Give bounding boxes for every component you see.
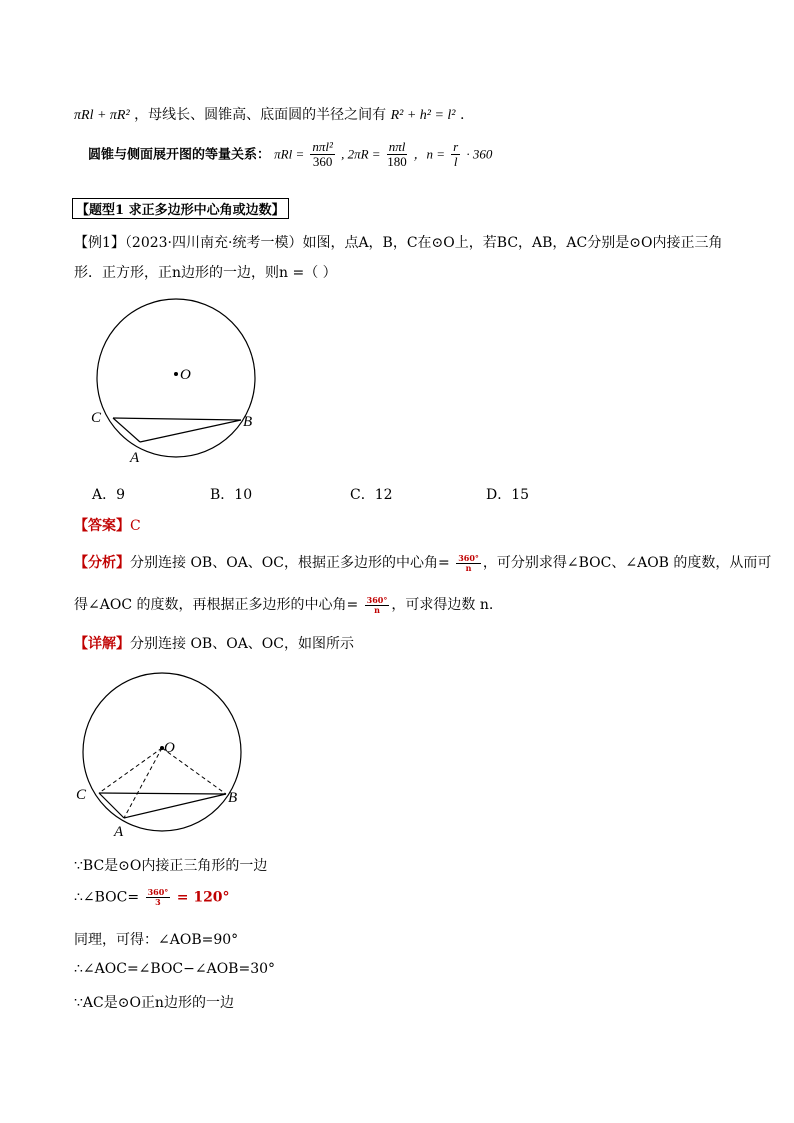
step-2-a: ∴∠BOC= bbox=[74, 889, 140, 906]
detail-text: 分别连接 OB、OA、OC，如图所示 bbox=[130, 636, 354, 652]
step-1: ∵BC是⊙O内接正三角形的一边 bbox=[74, 858, 268, 874]
eq3-num: r bbox=[453, 139, 459, 154]
figure-2-label-c: C bbox=[76, 787, 87, 803]
eq2-num: nπl bbox=[388, 139, 406, 154]
analysis-text-1a: 分别连接 OB、OA、OC，根据正多边形的中心角= bbox=[130, 555, 450, 571]
analysis-tag: 【分析】 bbox=[74, 555, 130, 571]
step-4: ∴∠AOC=∠BOC−∠AOB=30° bbox=[74, 961, 276, 977]
figure-2-dashed-oa bbox=[124, 748, 162, 818]
step-2-frac-num: 360° bbox=[147, 887, 169, 897]
analysis-frac-2-den: n bbox=[374, 604, 380, 615]
figure-2-dashed-oc bbox=[99, 748, 162, 793]
eq3-den: l bbox=[453, 154, 458, 170]
figure-2-chord-ca bbox=[99, 793, 124, 818]
cone-relation bbox=[88, 140, 492, 170]
option-b[interactable]: B．10 bbox=[210, 487, 253, 503]
figure-1-label-b: B bbox=[243, 414, 253, 430]
figure-2-chord-cb bbox=[99, 793, 226, 794]
figure-2-label-b: B bbox=[228, 790, 238, 806]
figure-1-label-o: O bbox=[180, 367, 191, 383]
figure-2-label-a: A bbox=[114, 824, 124, 840]
analysis-frac-2-num: 360° bbox=[366, 594, 388, 605]
analysis-text-2b: ，可求得边数 n. bbox=[391, 597, 494, 613]
option-a[interactable]: A．9 bbox=[92, 487, 126, 503]
example-text-1: （2023·四川南充·统考一模）如图，点A，B，C在⊙O上，若BC，AB，AC分别是⊙O内接正三角 bbox=[124, 235, 723, 251]
example-tag: 【例1】 bbox=[74, 235, 125, 251]
eq2-den: 180 bbox=[387, 154, 407, 170]
cone-relation-label: 圆锥与侧面展开图的等量关系： bbox=[88, 147, 271, 163]
answer-line bbox=[74, 515, 141, 535]
detail-tag: 【详解】 bbox=[74, 636, 130, 652]
eq2-left: , 2πR = bbox=[341, 146, 381, 162]
eq3-fraction bbox=[451, 140, 460, 170]
eq1-den: 360 bbox=[312, 154, 333, 170]
figure-1-center-dot bbox=[174, 372, 178, 376]
figure-2-label-o: O bbox=[164, 740, 175, 756]
step-2-frac-den: 3 bbox=[155, 896, 161, 907]
topic-heading: 【题型1 求正多边形中心角或边数】 bbox=[72, 198, 289, 219]
example-line-1 bbox=[74, 232, 722, 252]
analysis-frac-1-den: n bbox=[465, 562, 472, 573]
figure-2-circle-diagram bbox=[70, 666, 260, 844]
eq3-right: · 360 bbox=[466, 146, 493, 162]
intro-formula-prefix: πRl + πR² bbox=[74, 108, 130, 123]
analysis-line-1 bbox=[74, 552, 771, 572]
figure-2-circle bbox=[83, 673, 241, 831]
eq1-left: πRl = bbox=[274, 146, 305, 162]
eq1-num: nπl² bbox=[312, 139, 333, 154]
step-2-b: = 120° bbox=[176, 889, 230, 906]
analysis-line-2 bbox=[74, 594, 493, 614]
step-3: 同理，可得：∠AOB=90° bbox=[74, 932, 239, 948]
eq1-fraction bbox=[310, 140, 335, 170]
answer-value: C bbox=[130, 518, 141, 534]
analysis-frac-1-num: 360° bbox=[458, 552, 479, 563]
eq3-left: ，n = bbox=[413, 146, 445, 162]
answer-tag: 【答案】 bbox=[74, 518, 130, 534]
figure-1-circle bbox=[97, 299, 255, 457]
example-line-2: 形．正方形，正n边形的一边，则n =（ ） bbox=[74, 265, 337, 281]
analysis-fraction-1 bbox=[456, 554, 481, 573]
step-2-fraction bbox=[146, 888, 171, 907]
intro-text: ，母线长、圆锥高、底面圆的半径之间有 bbox=[134, 107, 387, 123]
option-d[interactable]: D．15 bbox=[486, 487, 530, 503]
option-c[interactable]: C．12 bbox=[350, 487, 393, 503]
intro-line bbox=[74, 104, 464, 124]
eq2-fraction bbox=[387, 140, 408, 170]
figure-1-circle-diagram bbox=[84, 290, 274, 470]
figure-1-label-c: C bbox=[91, 410, 102, 426]
intro-formula-suffix: R² + h² = l² bbox=[390, 108, 456, 123]
intro-end: . bbox=[459, 107, 465, 123]
detail-line bbox=[74, 633, 354, 653]
analysis-text-2a: 得∠AOC 的度数，再根据正多边形的中心角= bbox=[74, 597, 359, 613]
analysis-fraction-2 bbox=[365, 596, 390, 615]
figure-1-chord-cb bbox=[113, 418, 241, 420]
step-2 bbox=[74, 888, 230, 907]
analysis-text-1b: ，可分别求得∠BOC、∠AOB 的度数，从而可 bbox=[482, 555, 772, 571]
step-5: ∵AC是⊙O正n边形的一边 bbox=[74, 995, 234, 1011]
figure-1-label-a: A bbox=[130, 450, 140, 466]
